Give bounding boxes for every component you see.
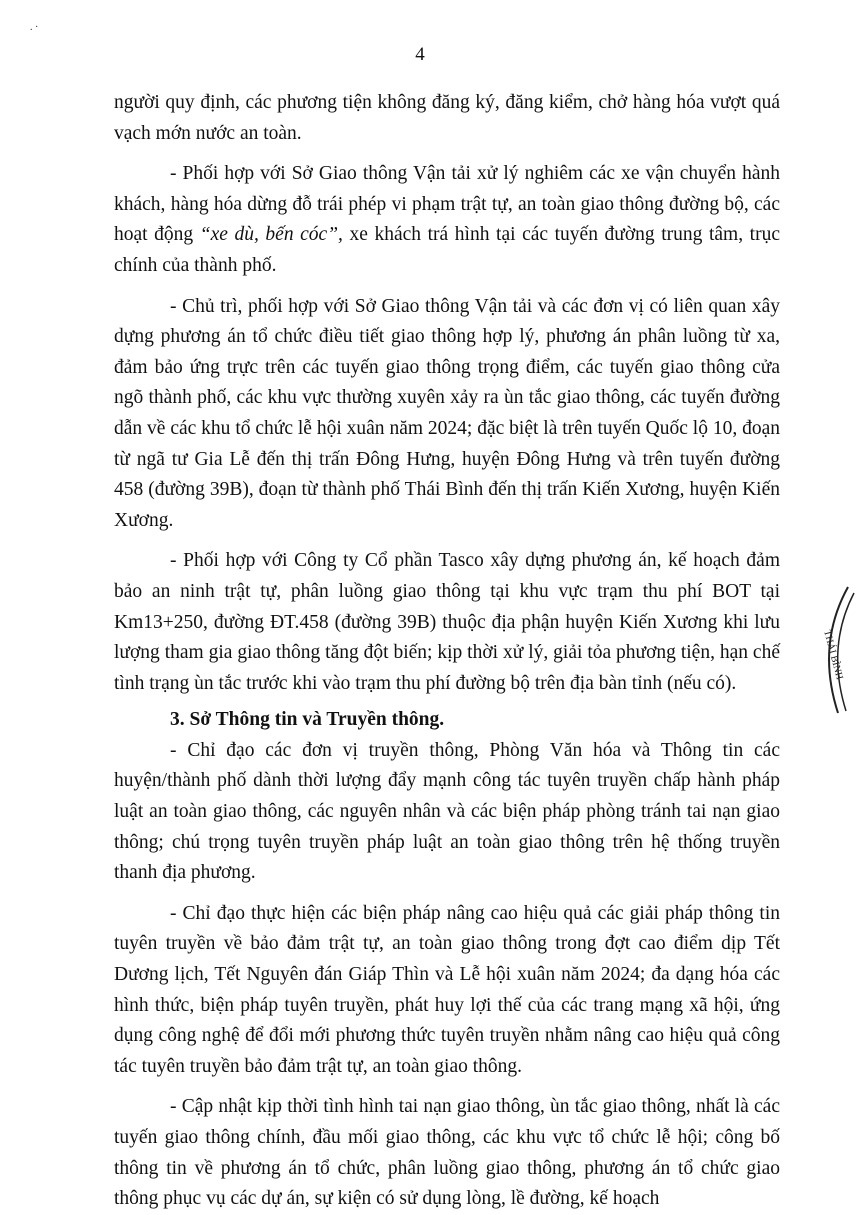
paragraph-text: - Phối hợp với Sở Giao thông Vận tải xử lý nghiêm các xe vận chuyển hành khách, hàng hóa dừng đỗ trái phép vi phạm trật tự, an toàn giao thông đường bộ, các hoạt động — [114, 163, 780, 246]
paragraph-media-direction: - Chỉ đạo các đơn vị truyền thông, Phòng Văn hóa và Thông tin các huyện/thành phố dành thời lượng đẩy mạnh công tác tuyên truyền chấp hành pháp luật an toàn giao thông, các nguyên nhân và các biện pháp phòng tránh tai nạn giao thông; chú trọng tuyên truyền pháp luật an toàn giao thông trên hệ thống truyền thanh địa phương. — [114, 739, 780, 884]
scan-marks: . · — [30, 22, 39, 33]
page-number: 4 — [415, 44, 425, 65]
paragraph-continuation: người quy định, các phương tiện không đăng ký, đăng kiểm, chở hàng hóa vượt quá vạch mớn nước an toàn. — [114, 92, 780, 144]
paragraph-tasco-bot: - Phối hợp với Công ty Cổ phần Tasco xây dựng phương án, kế hoạch đảm bảo an ninh trật tự, phân luồng giao thông tại khu vực trạm thu phí BOT tại Km13+250, đường ĐT.458 (đường 39B) thuộc địa phận huyện Kiến Xương khi lưu lượng tham gia giao thông tăng đột biến; kịp thời xử lý, giải tỏa phương tiện, hạn chế tình trạng ùn tắc trước khi vào trạm thu phí đường bộ trên địa bàn tỉnh (nếu có). — [114, 550, 780, 694]
paragraph-coordination-violations — [114, 159, 780, 281]
paragraph-communication-measures: - Chỉ đạo thực hiện các biện pháp nâng cao hiệu quả các giải pháp thông tin tuyên truyền về bảo đảm trật tự, an toàn giao thông trong đợt cao điểm dịp Tết Dương lịch, Tết Nguyên đán Giáp Thìn và Lễ hội xuân năm 2024; đa dạng hóa các hình thức, biện pháp tuyên truyền, phát huy lợi thế của các trang mạng xã hội, ứng dụng công nghệ để đổi mới phương thức tuyên truyền nhằm nâng cao hiệu quả công tác tuyên truyền bảo đảm trật tự, an toàn giao thông. — [114, 902, 780, 1077]
svg-text:THÁI BÌNH: THÁI BÌNH — [821, 628, 845, 681]
paragraph-traffic-plan: - Chủ trì, phối hợp với Sở Giao thông Vận tải và các đơn vị có liên quan xây dựng phương án tổ chức điều tiết giao thông hợp lý, phương án phân luồng từ xa, đảm bảo ứng trực trên các tuyến giao thông trọng điểm, các tuyến giao thông cửa ngõ thành phố, các khu vực thường xuyên xảy ra ùn tắc giao thông, các tuyến đường dẫn về các khu tổ chức lễ hội xuân năm 2024; đặc biệt là trên tuyến Quốc lộ 10, đoạn từ ngã tư Gia Lễ đến thị trấn Đông Hưng, huyện Đông Hưng và trên tuyến đường 458 (đường 39B), đoạn từ thành phố Thái Bình đến thị trấn Kiến Xương, huyện Kiến Xương. — [114, 295, 780, 531]
seal-stamp-fragment — [808, 585, 856, 715]
document-body — [114, 88, 780, 1215]
quoted-phrase: “xe dù, bến cóc”, — [199, 224, 343, 246]
section-heading: 3. Sở Thông tin và Truyền thông. — [170, 709, 445, 731]
paragraph-text: xe khách trá hình tại các tuyến đường trung tâm, trục chính của thành phố. — [114, 224, 780, 276]
paragraph-update-information: - Cập nhật kịp thời tình hình tai nạn giao thông, ùn tắc giao thông, nhất là các tuyến giao thông chính, đầu mối giao thông, các khu vực tổ chức lễ hội; công bố thông tin về phương án tổ chức, phân luồng giao thông, phương án tổ chức giao thông phục vụ các dự án, sự kiện có sử dụng lòng, lề đường, kế hoạch — [114, 1096, 780, 1210]
